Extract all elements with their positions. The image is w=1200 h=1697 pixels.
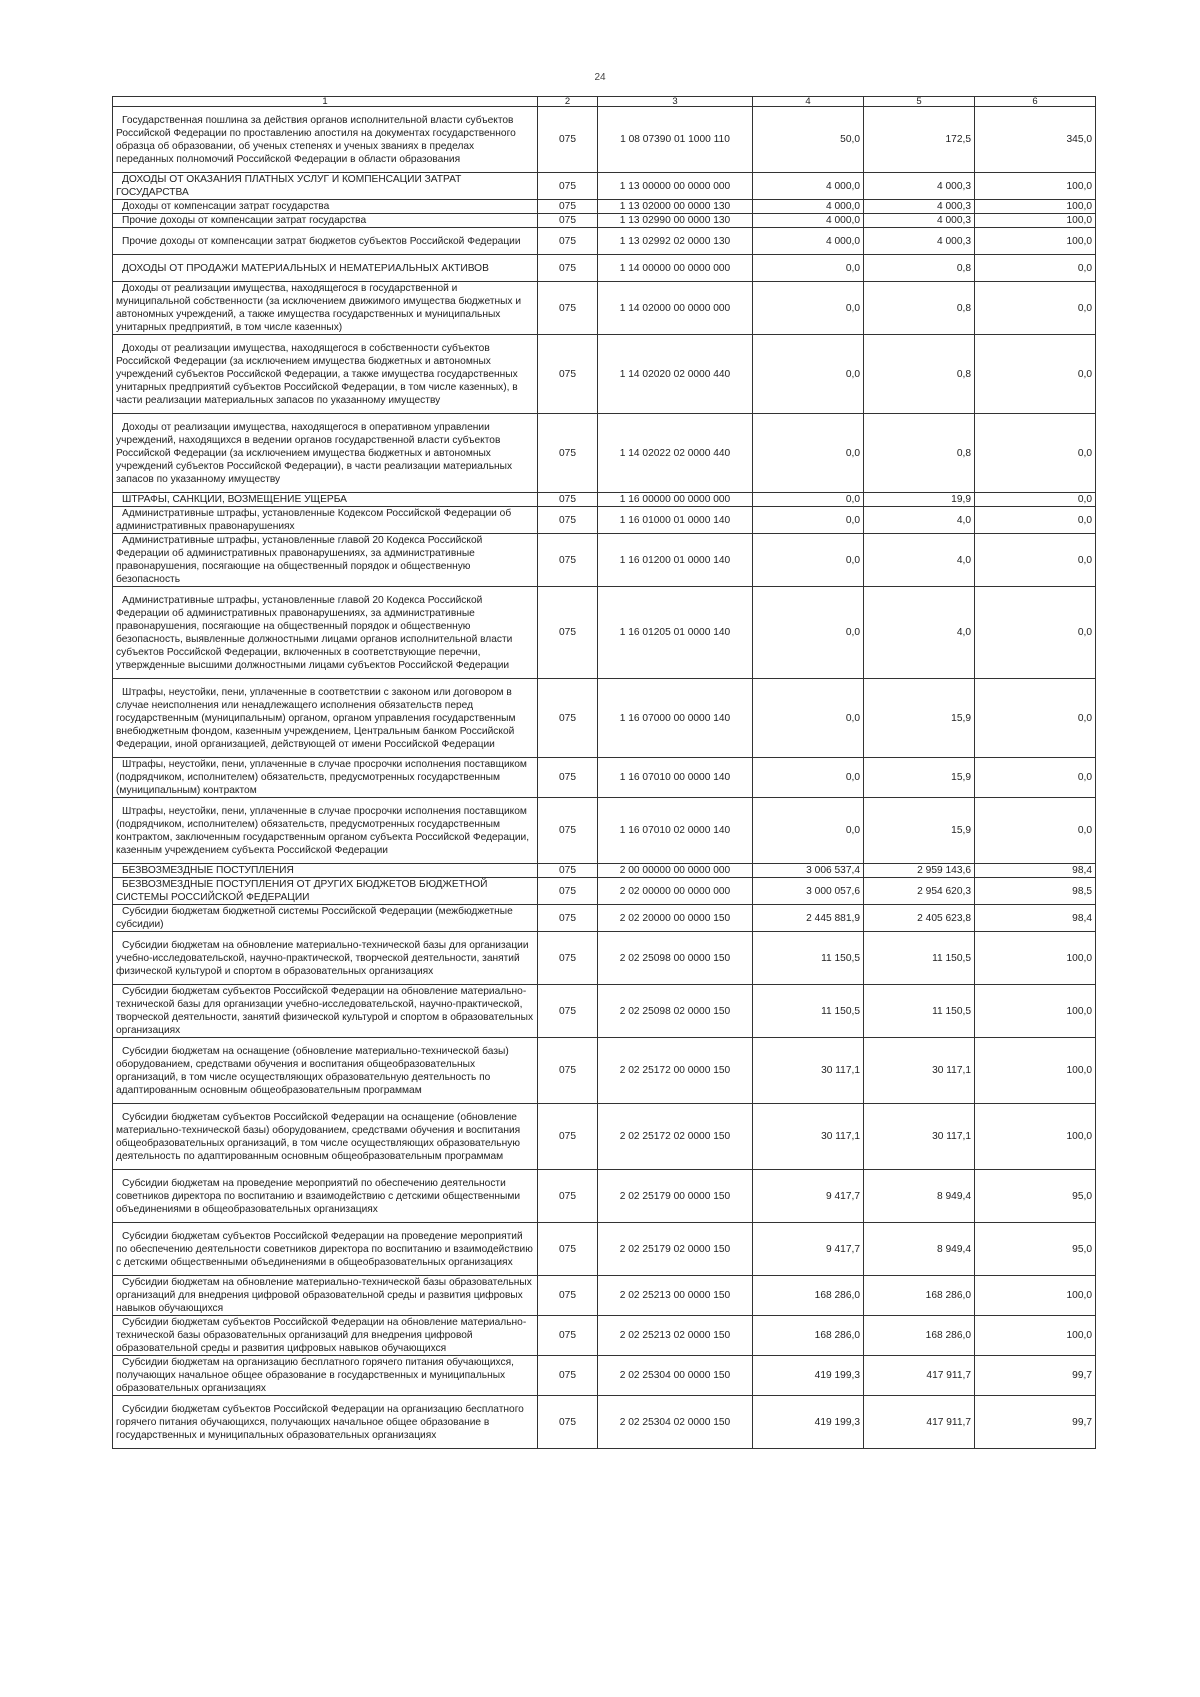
row-name-cell: Субсидии бюджетам на организацию бесплатного горячего питания обучающихся, получающих начальное общее образование в государственных и муниципальных образовательных организациях	[113, 1356, 538, 1396]
table-row	[113, 905, 1096, 932]
percent-cell: 100,0	[975, 985, 1096, 1038]
kbk-code-cell: 1 16 00000 00 0000 000	[598, 493, 753, 507]
admin-code-cell: 075	[538, 878, 598, 905]
fact-amount-cell: 8 949,4	[864, 1170, 975, 1223]
percent-cell: 98,4	[975, 905, 1096, 932]
fact-amount-cell: 4 000,3	[864, 214, 975, 228]
fact-amount-cell: 2 405 623,8	[864, 905, 975, 932]
plan-amount-cell: 4 000,0	[753, 173, 864, 200]
admin-code-cell: 075	[538, 1223, 598, 1276]
kbk-code-cell: 2 02 25172 00 0000 150	[598, 1038, 753, 1104]
percent-cell: 0,0	[975, 679, 1096, 758]
column-header: 5	[864, 97, 975, 107]
fact-amount-cell: 11 150,5	[864, 932, 975, 985]
admin-code-cell: 075	[538, 107, 598, 173]
fact-amount-cell: 2 954 620,3	[864, 878, 975, 905]
row-name-cell: Субсидии бюджетам субъектов Российской Федерации на оснащение (обновление материально-технической базы) оборудованием, средствами обучения и воспитания общеобразовательных организаций, в том числе осуществляющих образовательную деятельность по адаптированным основным общеобразовательным программам	[113, 1104, 538, 1170]
percent-cell: 99,7	[975, 1356, 1096, 1396]
percent-cell: 0,0	[975, 414, 1096, 493]
table-row	[113, 200, 1096, 214]
row-name-cell: ДОХОДЫ ОТ ОКАЗАНИЯ ПЛАТНЫХ УСЛУГ И КОМПЕНСАЦИИ ЗАТРАТ ГОСУДАРСТВА	[113, 173, 538, 200]
admin-code-cell: 075	[538, 864, 598, 878]
column-header: 1	[113, 97, 538, 107]
plan-amount-cell: 0,0	[753, 798, 864, 864]
plan-amount-cell: 30 117,1	[753, 1104, 864, 1170]
kbk-code-cell: 2 02 25304 02 0000 150	[598, 1396, 753, 1449]
row-name-cell: Доходы от реализации имущества, находящегося в государственной и муниципальной собственности (за исключением движимого имущества бюджетных и автономных учреждений, а также имущества государственных и муниципальных унитарных предприятий, в том числе казенных)	[113, 282, 538, 335]
admin-code-cell: 075	[538, 1356, 598, 1396]
row-name-cell: ДОХОДЫ ОТ ПРОДАЖИ МАТЕРИАЛЬНЫХ И НЕМАТЕРИАЛЬНЫХ АКТИВОВ	[113, 255, 538, 282]
row-name-cell: Субсидии бюджетам на обновление материально-технической базы для организации учебно-исследовательской, научно-практической, творческой деятельности, занятий физической культурой и спортом в образовательных организациях	[113, 932, 538, 985]
percent-cell: 100,0	[975, 214, 1096, 228]
plan-amount-cell: 0,0	[753, 414, 864, 493]
table-row	[113, 493, 1096, 507]
row-name-cell: Доходы от реализации имущества, находящегося в собственности субъектов Российской Федерации (за исключением имущества бюджетных и автономных учреждений субъектов Российской Федерации, а также имущества государственных унитарных предприятий субъектов Российской Федерации, в том числе казенных), в части реализации материальных запасов по указанному имуществу	[113, 335, 538, 414]
kbk-code-cell: 2 02 25098 02 0000 150	[598, 985, 753, 1038]
kbk-code-cell: 1 13 02990 00 0000 130	[598, 214, 753, 228]
row-name-cell: Штрафы, неустойки, пени, уплаченные в случае просрочки исполнения поставщиком (подрядчиком, исполнителем) обязательств, предусмотренных государственным (муниципальным) контрактом	[113, 758, 538, 798]
fact-amount-cell: 168 286,0	[864, 1316, 975, 1356]
fact-amount-cell: 168 286,0	[864, 1276, 975, 1316]
row-name-cell: Государственная пошлина за действия органов исполнительной власти субъектов Российской Федерации по проставлению апостиля на документах государственного образца об образовании, об ученых степенях и ученых званиях в пределах переданных полномочий Российской Федерации в области образования	[113, 107, 538, 173]
plan-amount-cell: 0,0	[753, 493, 864, 507]
percent-cell: 0,0	[975, 587, 1096, 679]
table-row	[113, 1276, 1096, 1316]
fact-amount-cell: 4 000,3	[864, 200, 975, 214]
admin-code-cell: 075	[538, 1038, 598, 1104]
admin-code-cell: 075	[538, 679, 598, 758]
plan-amount-cell: 0,0	[753, 255, 864, 282]
column-header: 2	[538, 97, 598, 107]
kbk-code-cell: 2 02 25213 00 0000 150	[598, 1276, 753, 1316]
kbk-code-cell: 2 02 25213 02 0000 150	[598, 1316, 753, 1356]
percent-cell: 100,0	[975, 200, 1096, 214]
kbk-code-cell: 1 16 01205 01 0000 140	[598, 587, 753, 679]
fact-amount-cell: 30 117,1	[864, 1038, 975, 1104]
row-name-cell: Прочие доходы от компенсации затрат государства	[113, 214, 538, 228]
fact-amount-cell: 0,8	[864, 414, 975, 493]
kbk-code-cell: 1 16 01000 01 0000 140	[598, 507, 753, 534]
table-row	[113, 1104, 1096, 1170]
admin-code-cell: 075	[538, 1276, 598, 1316]
table-row	[113, 1356, 1096, 1396]
admin-code-cell: 075	[538, 758, 598, 798]
column-header: 3	[598, 97, 753, 107]
row-name-cell: Административные штрафы, установленные главой 20 Кодекса Российской Федерации об административных правонарушениях, за административные правонарушения, посягающие на общественный порядок и общественную безопасность	[113, 534, 538, 587]
row-name-cell: Субсидии бюджетам на оснащение (обновление материально-технической базы) оборудованием, средствами обучения и воспитания общеобразовательных организаций, в том числе осуществляющих образовательную деятельность по адаптированным основным общеобразовательным программам	[113, 1038, 538, 1104]
kbk-code-cell: 2 02 00000 00 0000 000	[598, 878, 753, 905]
plan-amount-cell: 4 000,0	[753, 228, 864, 255]
percent-cell: 100,0	[975, 173, 1096, 200]
plan-amount-cell: 4 000,0	[753, 200, 864, 214]
admin-code-cell: 075	[538, 985, 598, 1038]
table-row	[113, 173, 1096, 200]
fact-amount-cell: 8 949,4	[864, 1223, 975, 1276]
percent-cell: 345,0	[975, 107, 1096, 173]
kbk-code-cell: 1 14 02022 02 0000 440	[598, 414, 753, 493]
plan-amount-cell: 0,0	[753, 282, 864, 335]
budget-revenue-table	[112, 96, 1096, 1449]
table-row	[113, 255, 1096, 282]
plan-amount-cell: 2 445 881,9	[753, 905, 864, 932]
fact-amount-cell: 15,9	[864, 758, 975, 798]
admin-code-cell: 075	[538, 335, 598, 414]
plan-amount-cell: 0,0	[753, 679, 864, 758]
kbk-code-cell: 2 02 25304 00 0000 150	[598, 1356, 753, 1396]
percent-cell: 99,7	[975, 1396, 1096, 1449]
plan-amount-cell: 11 150,5	[753, 985, 864, 1038]
percent-cell: 98,4	[975, 864, 1096, 878]
row-name-cell: Административные штрафы, установленные Кодексом Российской Федерации об административных правонарушениях	[113, 507, 538, 534]
admin-code-cell: 075	[538, 1170, 598, 1223]
table-row	[113, 758, 1096, 798]
admin-code-cell: 075	[538, 414, 598, 493]
row-name-cell: Субсидии бюджетам субъектов Российской Федерации на проведение мероприятий по обеспечению деятельности советников директора по воспитанию и взаимодействию с детскими общественными объединениями в общеобразовательных организациях	[113, 1223, 538, 1276]
kbk-code-cell: 1 16 07010 00 0000 140	[598, 758, 753, 798]
table-row	[113, 1316, 1096, 1356]
row-name-cell: Доходы от реализации имущества, находящегося в оперативном управлении учреждений, находящихся в ведении органов государственной власти субъектов Российской Федерации (за исключением имущества бюджетных и автономных учреждений субъектов Российской Федерации), в части реализации материальных запасов по указанному имуществу	[113, 414, 538, 493]
plan-amount-cell: 30 117,1	[753, 1038, 864, 1104]
table-row	[113, 985, 1096, 1038]
percent-cell: 0,0	[975, 282, 1096, 335]
admin-code-cell: 075	[538, 255, 598, 282]
fact-amount-cell: 11 150,5	[864, 985, 975, 1038]
fact-amount-cell: 172,5	[864, 107, 975, 173]
kbk-code-cell: 2 02 25172 02 0000 150	[598, 1104, 753, 1170]
table-row	[113, 282, 1096, 335]
kbk-code-cell: 2 02 20000 00 0000 150	[598, 905, 753, 932]
percent-cell: 95,0	[975, 1223, 1096, 1276]
plan-amount-cell: 419 199,3	[753, 1396, 864, 1449]
row-name-cell: Субсидии бюджетам на обновление материально-технической базы образовательных организаций для внедрения цифровой образовательной среды и развития цифровых навыков обучающихся	[113, 1276, 538, 1316]
table-row	[113, 1038, 1096, 1104]
plan-amount-cell: 419 199,3	[753, 1356, 864, 1396]
plan-amount-cell: 3 000 057,6	[753, 878, 864, 905]
fact-amount-cell: 4 000,3	[864, 173, 975, 200]
admin-code-cell: 075	[538, 214, 598, 228]
fact-amount-cell: 2 959 143,6	[864, 864, 975, 878]
table-row	[113, 534, 1096, 587]
fact-amount-cell: 19,9	[864, 493, 975, 507]
fact-amount-cell: 0,8	[864, 255, 975, 282]
table-row	[113, 335, 1096, 414]
fact-amount-cell: 15,9	[864, 798, 975, 864]
kbk-code-cell: 1 13 02992 02 0000 130	[598, 228, 753, 255]
percent-cell: 100,0	[975, 1316, 1096, 1356]
percent-cell: 0,0	[975, 534, 1096, 587]
admin-code-cell: 075	[538, 282, 598, 335]
admin-code-cell: 075	[538, 1396, 598, 1449]
row-name-cell: Административные штрафы, установленные главой 20 Кодекса Российской Федерации об административных правонарушениях, за административные правонарушения, посягающие на общественный порядок и общественную безопасность, выявленные должностными лицами органов исполнительной власти субъектов Российской Федерации, включенных в соответствующие перечни, утвержденные высшими должностными лицами субъектов Российской Федерации	[113, 587, 538, 679]
percent-cell: 100,0	[975, 1104, 1096, 1170]
fact-amount-cell: 30 117,1	[864, 1104, 975, 1170]
row-name-cell: Прочие доходы от компенсации затрат бюджетов субъектов Российской Федерации	[113, 228, 538, 255]
column-number-row	[113, 97, 1096, 107]
fact-amount-cell: 4,0	[864, 534, 975, 587]
plan-amount-cell: 0,0	[753, 758, 864, 798]
percent-cell: 0,0	[975, 335, 1096, 414]
plan-amount-cell: 4 000,0	[753, 214, 864, 228]
column-header: 6	[975, 97, 1096, 107]
admin-code-cell: 075	[538, 493, 598, 507]
kbk-code-cell: 1 13 02000 00 0000 130	[598, 200, 753, 214]
plan-amount-cell: 168 286,0	[753, 1276, 864, 1316]
row-name-cell: Штрафы, неустойки, пени, уплаченные в соответствии с законом или договором в случае неисполнения или ненадлежащего исполнения обязательств перед государственным (муниципальным) органом, органом управления государственным внебюджетным фондом, казенным учреждением, Центральным банком Российской Федерации, иной организацией, действующей от имени Российской Федерации	[113, 679, 538, 758]
admin-code-cell: 075	[538, 932, 598, 985]
admin-code-cell: 075	[538, 534, 598, 587]
plan-amount-cell: 0,0	[753, 587, 864, 679]
table-row	[113, 1223, 1096, 1276]
admin-code-cell: 075	[538, 1316, 598, 1356]
row-name-cell: Доходы от компенсации затрат государства	[113, 200, 538, 214]
table-row	[113, 228, 1096, 255]
plan-amount-cell: 11 150,5	[753, 932, 864, 985]
kbk-code-cell: 2 02 25098 00 0000 150	[598, 932, 753, 985]
fact-amount-cell: 4,0	[864, 587, 975, 679]
kbk-code-cell: 1 16 01200 01 0000 140	[598, 534, 753, 587]
kbk-code-cell: 1 14 02000 00 0000 000	[598, 282, 753, 335]
percent-cell: 0,0	[975, 255, 1096, 282]
percent-cell: 0,0	[975, 758, 1096, 798]
kbk-code-cell: 1 08 07390 01 1000 110	[598, 107, 753, 173]
percent-cell: 100,0	[975, 1276, 1096, 1316]
row-name-cell: Штрафы, неустойки, пени, уплаченные в случае просрочки исполнения поставщиком (подрядчиком, исполнителем) обязательств, предусмотренных государственным контрактом, заключенным государственным органом субъекта Российской Федерации, казенным учреждением субъекта Российской Федерации	[113, 798, 538, 864]
fact-amount-cell: 417 911,7	[864, 1356, 975, 1396]
page-number: 24	[594, 72, 606, 83]
plan-amount-cell: 3 006 537,4	[753, 864, 864, 878]
kbk-code-cell: 1 16 07010 02 0000 140	[598, 798, 753, 864]
kbk-code-cell: 1 14 00000 00 0000 000	[598, 255, 753, 282]
plan-amount-cell: 0,0	[753, 335, 864, 414]
admin-code-cell: 075	[538, 798, 598, 864]
row-name-cell: Субсидии бюджетам бюджетной системы Российской Федерации (межбюджетные субсидии)	[113, 905, 538, 932]
fact-amount-cell: 4,0	[864, 507, 975, 534]
row-name-cell: Субсидии бюджетам на проведение мероприятий по обеспечению деятельности советников директора по воспитанию и взаимодействию с детскими общественными объединениями в общеобразовательных организациях	[113, 1170, 538, 1223]
plan-amount-cell: 50,0	[753, 107, 864, 173]
admin-code-cell: 075	[538, 507, 598, 534]
row-name-cell: БЕЗВОЗМЕЗДНЫЕ ПОСТУПЛЕНИЯ	[113, 864, 538, 878]
row-name-cell: Субсидии бюджетам субъектов Российской Федерации на организацию бесплатного горячего питания обучающихся, получающих начальное общее образование в государственных и муниципальных образовательных организациях	[113, 1396, 538, 1449]
plan-amount-cell: 9 417,7	[753, 1223, 864, 1276]
table-row	[113, 507, 1096, 534]
admin-code-cell: 075	[538, 1104, 598, 1170]
admin-code-cell: 075	[538, 228, 598, 255]
percent-cell: 95,0	[975, 1170, 1096, 1223]
admin-code-cell: 075	[538, 200, 598, 214]
column-header: 4	[753, 97, 864, 107]
row-name-cell: Субсидии бюджетам субъектов Российской Федерации на обновление материально-технической базы образовательных организаций для внедрения цифровой образовательной среды и развития цифровых навыков обучающихся	[113, 1316, 538, 1356]
percent-cell: 0,0	[975, 507, 1096, 534]
admin-code-cell: 075	[538, 587, 598, 679]
kbk-code-cell: 1 16 07000 00 0000 140	[598, 679, 753, 758]
row-name-cell: БЕЗВОЗМЕЗДНЫЕ ПОСТУПЛЕНИЯ ОТ ДРУГИХ БЮДЖЕТОВ БЮДЖЕТНОЙ СИСТЕМЫ РОССИЙСКОЙ ФЕДЕРАЦИИ	[113, 878, 538, 905]
table-row	[113, 1170, 1096, 1223]
table-row	[113, 932, 1096, 985]
table-row	[113, 414, 1096, 493]
percent-cell: 100,0	[975, 1038, 1096, 1104]
table-row	[113, 864, 1096, 878]
percent-cell: 100,0	[975, 228, 1096, 255]
table-row	[113, 878, 1096, 905]
plan-amount-cell: 0,0	[753, 534, 864, 587]
kbk-code-cell: 1 13 00000 00 0000 000	[598, 173, 753, 200]
fact-amount-cell: 417 911,7	[864, 1396, 975, 1449]
table-row	[113, 679, 1096, 758]
plan-amount-cell: 168 286,0	[753, 1316, 864, 1356]
kbk-code-cell: 2 02 25179 02 0000 150	[598, 1223, 753, 1276]
percent-cell: 0,0	[975, 493, 1096, 507]
plan-amount-cell: 0,0	[753, 507, 864, 534]
kbk-code-cell: 1 14 02020 02 0000 440	[598, 335, 753, 414]
row-name-cell: Субсидии бюджетам субъектов Российской Федерации на обновление материально-технической базы для организации учебно-исследовательской, научно-практической, творческой деятельности, занятий физической культурой и спортом в образовательных организациях	[113, 985, 538, 1038]
fact-amount-cell: 0,8	[864, 282, 975, 335]
percent-cell: 98,5	[975, 878, 1096, 905]
table-row	[113, 798, 1096, 864]
fact-amount-cell: 15,9	[864, 679, 975, 758]
row-name-cell: ШТРАФЫ, САНКЦИИ, ВОЗМЕЩЕНИЕ УЩЕРБА	[113, 493, 538, 507]
admin-code-cell: 075	[538, 173, 598, 200]
percent-cell: 100,0	[975, 932, 1096, 985]
table-row	[113, 214, 1096, 228]
fact-amount-cell: 0,8	[864, 335, 975, 414]
percent-cell: 0,0	[975, 798, 1096, 864]
table-row	[113, 587, 1096, 679]
kbk-code-cell: 2 02 25179 00 0000 150	[598, 1170, 753, 1223]
kbk-code-cell: 2 00 00000 00 0000 000	[598, 864, 753, 878]
table-row	[113, 1396, 1096, 1449]
fact-amount-cell: 4 000,3	[864, 228, 975, 255]
table-row	[113, 107, 1096, 173]
admin-code-cell: 075	[538, 905, 598, 932]
plan-amount-cell: 9 417,7	[753, 1170, 864, 1223]
